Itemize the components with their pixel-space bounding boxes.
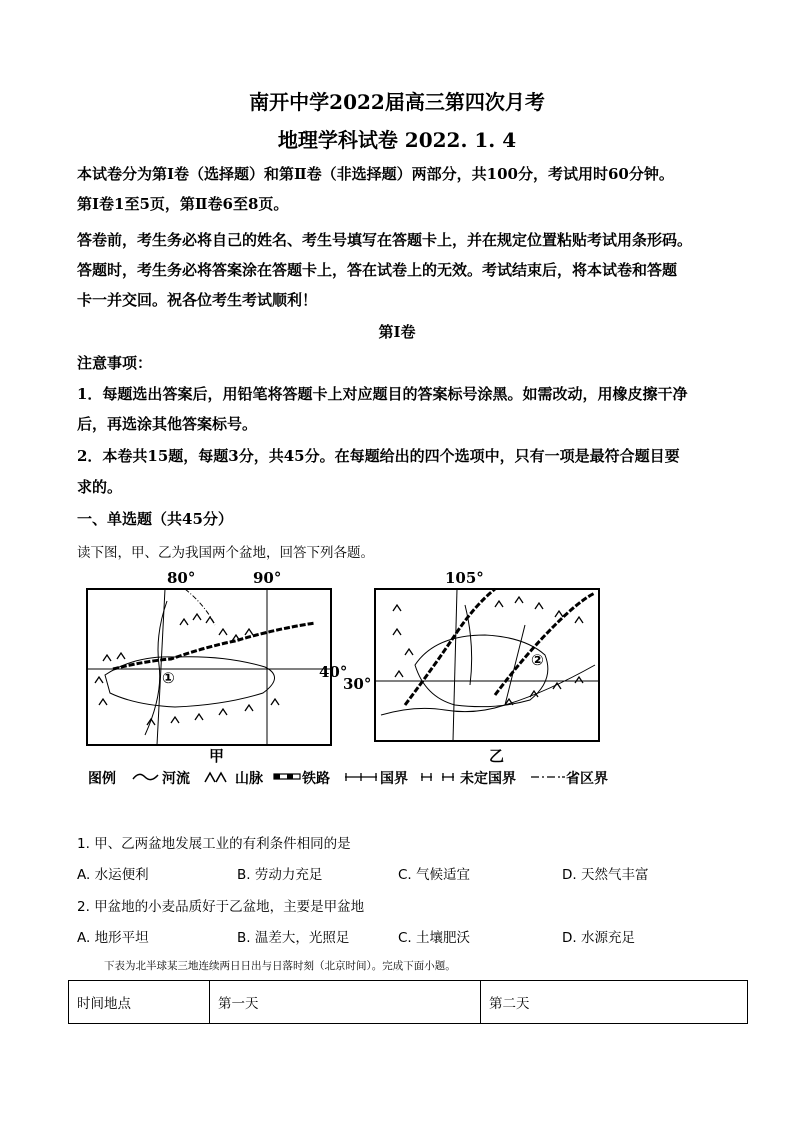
legend-border: 国界 bbox=[380, 771, 408, 787]
exam-subtitle: 地理学科试卷 2022. 1. 4 bbox=[277, 128, 517, 152]
railway-right-1 bbox=[405, 589, 495, 705]
river-icon bbox=[132, 770, 160, 784]
mountains-west-right bbox=[393, 605, 413, 677]
basin-outline-right bbox=[415, 635, 548, 707]
basin-map-figure bbox=[75, 565, 635, 795]
mountains-south-left bbox=[147, 699, 279, 725]
table-header-location: 时间地点 bbox=[69, 981, 210, 1024]
question-1-option-b: B. 劳动力充足 bbox=[237, 867, 323, 883]
undefined-border-icon bbox=[420, 772, 456, 782]
border-icon bbox=[344, 772, 378, 782]
intro-line-3: 答卷前，考生务必将自己的姓名、考生号填写在答题卡上，并在规定位置粘贴考试用条形码。 bbox=[77, 231, 693, 249]
legend-mountain: 山脉 bbox=[235, 771, 263, 787]
sunrise-sunset-table bbox=[68, 980, 748, 1024]
question-1-stem: 1. 甲、乙两盆地发展工业的有利条件相同的是 bbox=[77, 836, 351, 852]
intro-line-2: 第Ⅰ卷1至5页，第Ⅱ卷6至8页。 bbox=[77, 195, 289, 213]
table-header-day-1: 第一天 bbox=[210, 981, 481, 1024]
legend-undefined-border: 未定国界 bbox=[460, 771, 516, 787]
question-2-option-b: B. 温差大，光照足 bbox=[237, 930, 350, 946]
notice-line-1: 1．每题选出答案后，用铅笔将答题卡上对应题目的答案标号涂黑。如需改动，用橡皮擦干净 bbox=[77, 385, 688, 403]
legend-title: 图例 bbox=[88, 771, 116, 787]
basin-marker-2: ② bbox=[531, 651, 544, 669]
legend-railway: 铁路 bbox=[302, 771, 330, 787]
question-1-option-c: C. 气候适宜 bbox=[398, 867, 471, 883]
table-header-day-2: 第二天 bbox=[481, 981, 748, 1024]
map-intro: 读下图，甲、乙为我国两个盆地，回答下列各题。 bbox=[77, 545, 374, 561]
label-lon-80: 80° bbox=[167, 569, 196, 587]
river-right-main bbox=[381, 665, 595, 715]
notice-line-4: 求的。 bbox=[77, 478, 123, 496]
railway-left bbox=[113, 623, 315, 669]
railway-icon bbox=[273, 772, 301, 782]
question-2-option-c: C. 土壤肥沃 bbox=[398, 930, 471, 946]
mountain-icon bbox=[204, 770, 234, 784]
question-2-option-d: D. 水源充足 bbox=[562, 930, 635, 946]
question-1-option-a: A. 水运便利 bbox=[77, 867, 149, 883]
label-lon-90: 90° bbox=[253, 569, 282, 587]
notice-line-3: 2．本卷共15题，每题3分，共45分。在每题给出的四个选项中，只有一项是最符合题目要 bbox=[77, 447, 680, 465]
basin-marker-1: ① bbox=[162, 669, 175, 687]
part-heading: 一、单选题（共45分） bbox=[77, 510, 233, 528]
intro-line-5: 卡一并交回。祝各位考生考试顺利！ bbox=[77, 291, 318, 309]
notice-line-2: 后，再选涂其他答案标号。 bbox=[77, 415, 258, 433]
legend-province-border: 省区界 bbox=[566, 771, 608, 787]
province-border-icon bbox=[530, 772, 566, 782]
map-right-frame bbox=[375, 589, 599, 741]
railway-right-2 bbox=[495, 593, 595, 695]
map-right-caption: 乙 bbox=[489, 747, 505, 765]
table-intro: 下表为北半球某三地连续两日日出与日落时刻（北京时间）。完成下面小题。 bbox=[104, 960, 456, 972]
intro-line-1: 本试卷分为第Ⅰ卷（选择题）和第Ⅱ卷（非选择题）两部分，共100分，考试用时60分钟。 bbox=[77, 165, 674, 183]
notice-heading: 注意事项： bbox=[77, 354, 153, 372]
question-2-stem: 2. 甲盆地的小麦品质好于乙盆地，主要是甲盆地 bbox=[77, 899, 365, 915]
intro-line-4: 答题时，考生务必将答案涂在答题卡上，答在试卷上的无效。考试结束后，将本试卷和答题 bbox=[77, 261, 678, 279]
river-right-branch-2 bbox=[505, 625, 525, 705]
label-lat-30: 30° bbox=[343, 675, 372, 693]
question-1-option-d: D. 天然气丰富 bbox=[562, 867, 649, 883]
section-title: 第Ⅰ卷 bbox=[378, 323, 416, 341]
table-header-row bbox=[69, 981, 748, 1024]
label-lon-105: 105° bbox=[445, 569, 484, 587]
label-lat-40: 40° bbox=[319, 663, 348, 681]
legend-river: 河流 bbox=[162, 771, 190, 787]
map-right-meridian-105 bbox=[453, 589, 457, 741]
mountains-north-left bbox=[180, 614, 253, 641]
question-2-option-a: A. 地形平坦 bbox=[77, 930, 149, 946]
exam-title: 南开中学2022届高三第四次月考 bbox=[249, 90, 545, 114]
map-left-caption: 甲 bbox=[209, 747, 225, 765]
